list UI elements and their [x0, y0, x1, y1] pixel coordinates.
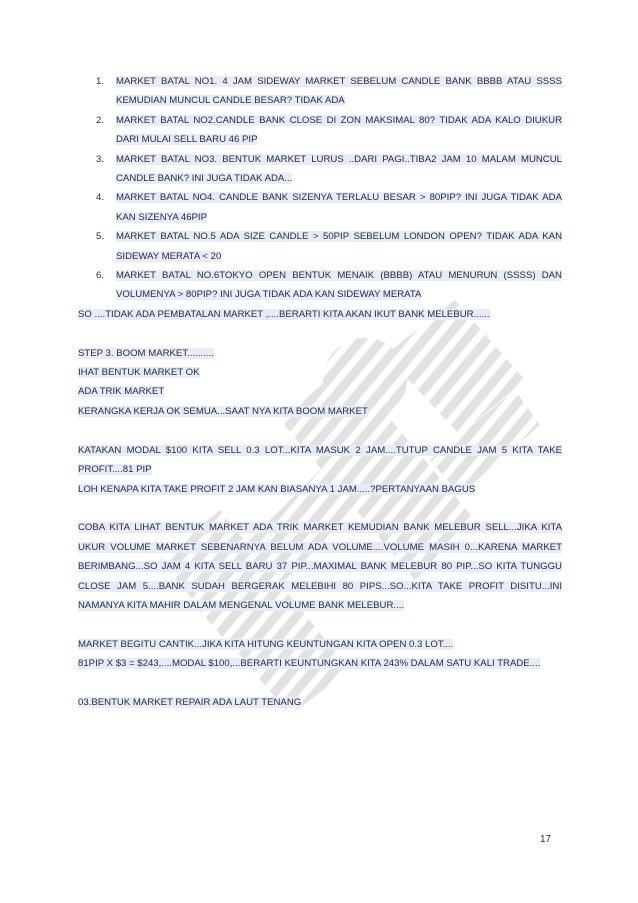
list-item-text: MARKET BATAL NO2.CANDLE BANK CLOSE DI ZON MAKSIMAL 80? TIDAK ADA KALO DIUKUR DARI MULAI SELL BARU 46 PIP [116, 114, 562, 146]
paragraph-text: KATAKAN MODAL $100 KITA SELL 0.3 LOT...KITA MASUK 2 JAM....TUTUP CANDLE JAM 5 KITA TAKE PROFIT....81 PIP [78, 444, 562, 476]
list-number: 5. [96, 231, 105, 243]
paragraph [78, 518, 562, 615]
list-number: 1. [96, 76, 105, 87]
spacer [78, 421, 562, 440]
list-item-text: MARKET BATAL NO1. 4 JAM SIDEWAY MARKET SEBELUM CANDLE BANK BBBB ATAU SSSS KEMUDIAN MUNCUL CANDLE BESAR? TIDAK ADA [116, 76, 562, 107]
list-item [78, 111, 562, 150]
list-item [78, 266, 562, 305]
spacer [78, 674, 562, 693]
step3-line [78, 402, 562, 421]
paragraph [78, 441, 562, 480]
step3-heading [78, 344, 562, 363]
section-heading-text: 03.BENTUK MARKET REPAIR ADA LAUT TENANG [78, 696, 302, 708]
paragraph [78, 654, 562, 673]
paragraph [78, 480, 562, 499]
paragraph-text: 81PIP X $3 = $243,....MODAL $100,...BERARTI KEUNTUNGKAN KITA 243% DALAM SATU KALI TRADE.... [78, 658, 541, 670]
list-number: 3. [96, 153, 105, 165]
spacer [78, 615, 562, 634]
list-item-text: MARKET BATAL NO4. CANDLE BANK SIZENYA TERLALU BESAR > 80PIP? INI JUGA TIDAK ADA KAN SIZENYA 46PIP [116, 192, 562, 223]
step3-line-text: ADA TRIK MARKET [78, 386, 165, 398]
summary-paragraph [78, 305, 562, 324]
list-item [78, 227, 562, 266]
list-item [78, 188, 562, 227]
cancellation-list [78, 72, 562, 305]
spacer [78, 499, 562, 518]
step3-line [78, 382, 562, 401]
section-heading [78, 693, 562, 712]
paragraph [78, 635, 562, 654]
step3-line-text: IHAT BENTUK MARKET OK [78, 367, 200, 379]
list-item [78, 72, 562, 111]
step3-line-text: KERANGKA KERJA OK SEMUA...SAAT NYA KITA BOOM MARKET [78, 405, 368, 417]
paragraph-text: COBA KITA LIHAT BENTUK MARKET ADA TRIK MARKET KEMUDIAN BANK MELEBUR SELL...JIKA KITA UKUR VOLUME MARKET SEBENARNYA BELUM ADA VOLUME....VOLUME MASIH 0...KARENA MARKET BERIMBANG...SO JAM 4 KITA SELL BARU 37 PIP...MAXIMAL BANK MELEBUR 80 PIP...SO KITA TUNGGU CLOSE JAM 5....BANK SUDAH BERGERAK MELEBIHI 80 PIPS...SO...KITA TAKE PROFIT DISITU...INI NAMANYA KITA MAHIR DALAM MENGENAL VOLUME BANK MELEBUR.... [78, 522, 562, 611]
spacer [78, 324, 562, 343]
list-item-text: MARKET BATAL NO.5 ADA SIZE CANDLE > 50PIP SEBELUM LONDON OPEN? TIDAK ADA KAN SIDEWAY MERATA < 20 [116, 231, 562, 262]
list-item-text: MARKET BATAL NO3. BENTUK MARKET LURUS ..DARI PAGI..TIBA2 JAM 10 MALAM MUNCUL CANDLE BANK? INI JUGA TIDAK ADA... [116, 153, 562, 185]
list-number: 4. [96, 192, 105, 204]
step3-heading-text: STEP 3. BOOM MARKET.......... [78, 347, 214, 359]
step3-line [78, 363, 562, 382]
list-item-text: MARKET BATAL NO.6TOKYO OPEN BENTUK MENAIK (BBBB) ATAU MENURUN (SSSS) DAN VOLUMENYA > 80PIP? INI JUGA TIDAK ADA KAN SIDEWAY MERATA [116, 270, 562, 301]
document-page [78, 72, 562, 712]
page-number: 17 [540, 834, 552, 845]
paragraph-text: MARKET BEGITU CANTIK...JIKA KITA HITUNG KEUNTUNGAN KITA OPEN 0.3 LOT.... [78, 638, 454, 650]
list-number: 2. [96, 114, 105, 126]
list-item [78, 150, 562, 189]
list-number: 6. [96, 270, 105, 282]
paragraph-text: LOH KENAPA KITA TAKE PROFIT 2 JAM KAN BIASANYA 1 JAM.....?PERTANYAAN BAGUS [78, 483, 476, 495]
summary-text: SO ....TIDAK ADA PEMBATALAN MARKET ,....BERARTI KITA AKAN IKUT BANK MELEBUR...... [78, 308, 490, 320]
